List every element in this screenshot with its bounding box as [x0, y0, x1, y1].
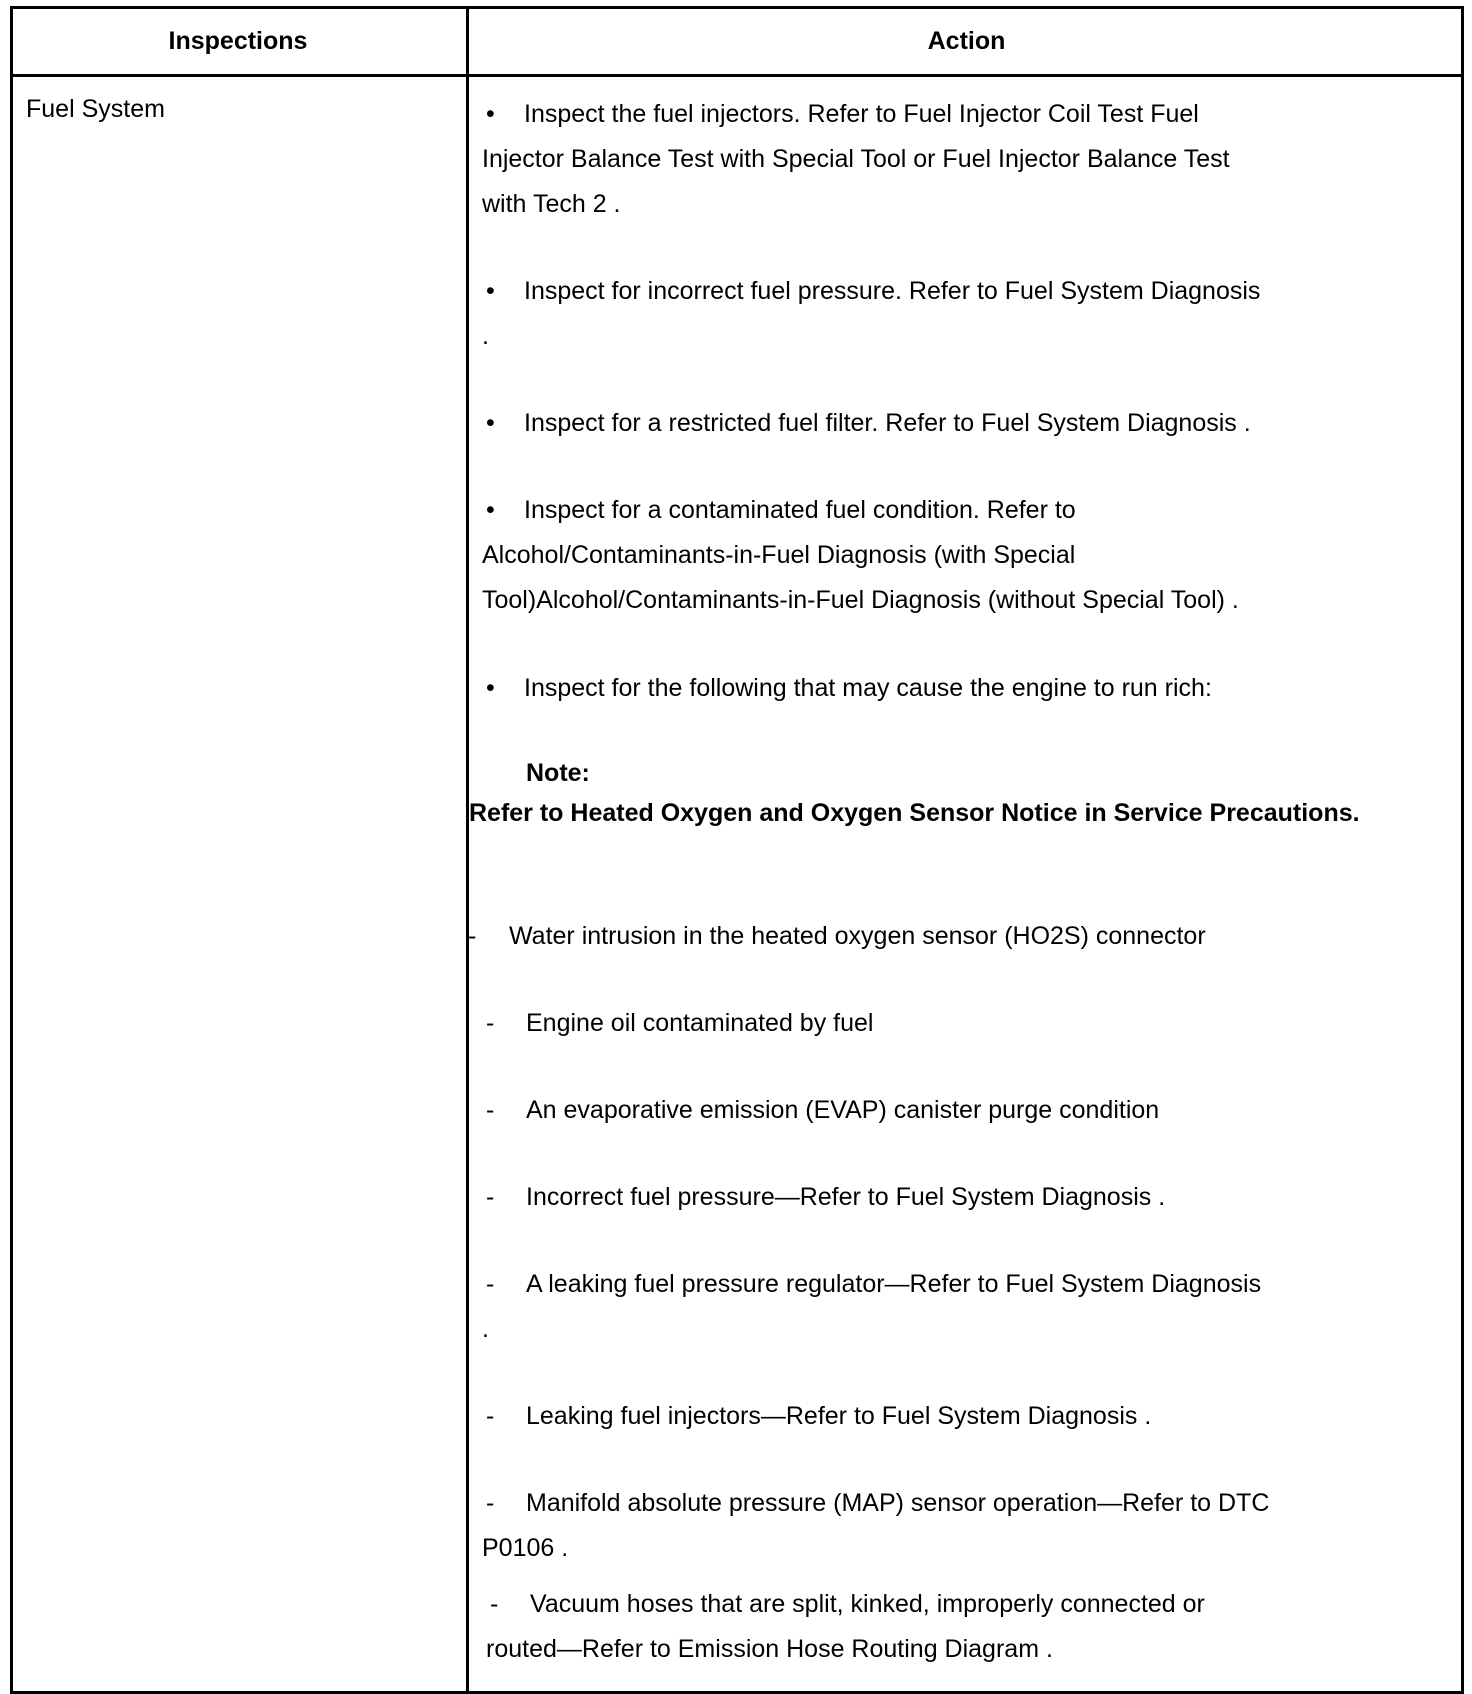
action-item-line: Inspect for a contaminated fuel condition. Refer to [524, 496, 1076, 524]
table-frame [10, 6, 1464, 1694]
note-label: Note: [526, 759, 590, 787]
sub-item-line: An evaporative emission (EVAP) canister purge condition [526, 1096, 1160, 1124]
inspection-fuel-system: Fuel System [26, 95, 165, 123]
sub-item-line: . [482, 1315, 489, 1343]
dash-marker: - [486, 1489, 495, 1517]
header-inspections: Inspections [168, 27, 308, 55]
action-item-line: Inspect for incorrect fuel pressure. Refer to Fuel System Diagnosis [524, 277, 1261, 305]
dash-marker: - [486, 1402, 495, 1430]
dash-marker: - [486, 1096, 495, 1124]
action-item-line: Inspect for the following that may cause the engine to run rich: [524, 674, 1212, 702]
note-text: Refer to Heated Oxygen and Oxygen Sensor Notice in Service Precautions. [469, 799, 1360, 827]
action-item-line: Alcohol/Contaminants-in-Fuel Diagnosis (with Special [482, 541, 1076, 569]
sub-item-line: Engine oil contaminated by fuel [526, 1009, 874, 1037]
sub-item-line: A leaking fuel pressure regulator—Refer to Fuel System Diagnosis [526, 1270, 1262, 1298]
dash-marker: - [486, 1270, 495, 1298]
dash-marker: - [486, 1183, 495, 1211]
sub-item-line: P0106 . [482, 1534, 569, 1562]
action-item-line: . [482, 322, 489, 350]
dash-marker: - [468, 922, 477, 950]
dash-marker: - [486, 1009, 495, 1037]
bullet-marker: • [486, 277, 495, 305]
dash-marker: - [490, 1590, 499, 1618]
action-item-line: Injector Balance Test with Special Tool or Fuel Injector Balance Test [482, 145, 1230, 173]
column-divider [466, 6, 469, 1694]
sub-item-line: Water intrusion in the heated oxygen sensor (HO2S) connector [509, 922, 1206, 950]
bullet-marker: • [486, 409, 495, 437]
sub-item-line: routed—Refer to Emission Hose Routing Diagram . [486, 1635, 1053, 1663]
sub-item-line: Incorrect fuel pressure—Refer to Fuel System Diagnosis . [526, 1183, 1166, 1211]
sub-item-line: Manifold absolute pressure (MAP) sensor operation—Refer to DTC [526, 1489, 1270, 1517]
sub-item-line: Vacuum hoses that are split, kinked, improperly connected or [530, 1590, 1205, 1618]
action-item-line: Inspect for a restricted fuel filter. Refer to Fuel System Diagnosis . [524, 409, 1251, 437]
header-action: Action [927, 27, 1006, 55]
bullet-marker: • [486, 674, 495, 702]
bullet-marker: • [486, 100, 495, 128]
action-item-line: Tool)Alcohol/Contaminants-in-Fuel Diagnosis (without Special Tool) . [482, 586, 1239, 614]
action-item-line: Inspect the fuel injectors. Refer to Fuel Injector Coil Test Fuel [524, 100, 1199, 128]
action-item-line: with Tech 2 . [482, 190, 621, 218]
bullet-marker: • [486, 496, 495, 524]
sub-item-line: Leaking fuel injectors—Refer to Fuel System Diagnosis . [526, 1402, 1152, 1430]
